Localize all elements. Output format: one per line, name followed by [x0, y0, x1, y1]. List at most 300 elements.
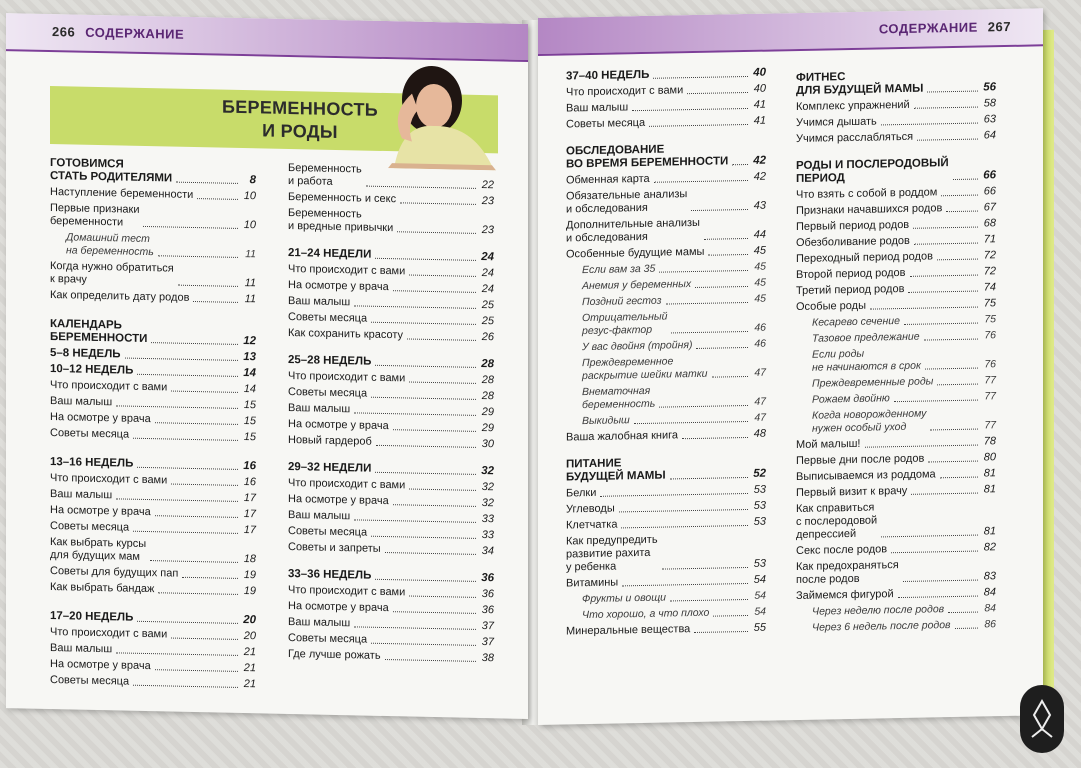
dot-leader [881, 535, 978, 538]
dot-leader [176, 182, 238, 184]
dot-leader [937, 259, 978, 261]
toc-entry-title: Как выбрать курсы для будущих мам [50, 535, 147, 563]
dot-leader [953, 179, 978, 180]
dot-leader [732, 164, 748, 165]
dot-leader [937, 384, 978, 386]
toc-entry [50, 565, 256, 582]
toc-entry-title: Ваш малыш [50, 641, 113, 656]
dot-leader [955, 628, 978, 629]
dot-leader [865, 445, 979, 448]
toc-entry-title: 37–40 НЕДЕЛЬ [566, 68, 650, 83]
toc-entry-title: Белки [566, 486, 597, 500]
dot-leader [375, 258, 476, 261]
dot-leader [354, 412, 476, 416]
toc-entry-page: 45 [754, 292, 766, 305]
toc-entry-title: Где лучше рожать [288, 647, 381, 662]
toc-entry [288, 370, 494, 387]
dot-leader [632, 108, 748, 111]
toc-entry-title: Займемся фигурой [796, 588, 894, 603]
toc-entry-page: 10 [243, 190, 256, 203]
toc-entry-title: Как сохранить красоту [288, 326, 404, 342]
toc-entry-title: Учимся расслабляться [796, 130, 914, 146]
toc-entry-page: 80 [983, 451, 996, 464]
toc-entry-title: Ваш малыш [50, 487, 113, 502]
dot-leader [137, 467, 238, 470]
dot-leader [708, 254, 748, 256]
toc-entry [50, 202, 256, 232]
toc-entry [796, 313, 996, 330]
toc-entry-page: 77 [984, 390, 996, 403]
toc-entry [566, 67, 766, 84]
toc-entry-title: Беременность и работа [288, 161, 362, 188]
toc-entry-title: Признаки начавшихся родов [796, 202, 943, 218]
toc-entry-page: 12 [243, 335, 256, 348]
toc-entry [288, 477, 494, 494]
dot-leader [654, 180, 748, 183]
toc-entry-page: 11 [244, 277, 256, 290]
dot-leader [712, 376, 749, 378]
toc-entry-title: Как предохраняться после родов [796, 559, 899, 587]
toc-entry-page: 42 [753, 170, 766, 183]
toc-entry-title: Преждевременные роды [812, 375, 934, 390]
toc-entry-title: Что происходит с вами [566, 84, 684, 99]
toc-entry-page: 36 [481, 588, 494, 601]
dot-leader [927, 91, 978, 93]
toc-entry [796, 435, 996, 452]
toc-entry [50, 456, 256, 473]
toc-entry-page: 47 [754, 395, 766, 408]
toc-entry [566, 354, 766, 384]
toc-entry-page: 77 [984, 419, 996, 432]
toc-entry [566, 171, 766, 188]
toc-entry [796, 557, 996, 587]
dot-leader [940, 477, 978, 479]
toc-entry-title: Что происходит с вами [288, 262, 406, 278]
toc-entry-title: Второй период родов [796, 266, 906, 282]
toc-entry [566, 500, 766, 517]
toc-entry [288, 386, 494, 403]
dot-leader [904, 323, 978, 325]
toc-entry-page: 68 [983, 217, 996, 230]
toc-entry-page: 74 [983, 281, 996, 294]
toc-entry-title: Обезболивание родов [796, 234, 910, 250]
toc-entry-title: Секс после родов [796, 543, 888, 558]
dot-leader [116, 405, 238, 409]
toc-entry-title: Беременность и секс [288, 190, 397, 206]
toc-entry [288, 461, 494, 478]
toc-entry-page: 33 [481, 529, 494, 542]
toc-entry-title: ГОТОВИМСЯ СТАТЬ РОДИТЕЛЯМИ [50, 156, 173, 185]
toc-entry-title: Если вам за 35 [582, 262, 656, 277]
toc-entry [50, 157, 256, 187]
dot-leader [354, 519, 476, 523]
toc-entry-page: 86 [984, 618, 996, 631]
dot-leader [178, 285, 238, 287]
toc-entry-page: 20 [243, 614, 256, 627]
toc-entry [288, 541, 494, 558]
toc-entry-title: 13–16 НЕДЕЛЬ [50, 455, 134, 470]
dot-leader [407, 338, 476, 340]
toc-entry-title: Ваш малыш [288, 508, 351, 523]
toc-entry-title: Фрукты и овощи [582, 591, 667, 606]
dot-leader [928, 461, 978, 463]
dot-leader [930, 429, 978, 431]
toc-entry-title: Клетчатка [566, 518, 618, 532]
toc-entry-page: 40 [753, 82, 766, 95]
toc-entry [796, 499, 996, 542]
dot-leader [619, 509, 748, 512]
toc-entry [288, 434, 494, 451]
toc-entry [796, 217, 996, 234]
dot-leader [649, 124, 748, 127]
dot-leader [894, 400, 978, 403]
dot-leader [393, 611, 476, 614]
dot-leader [670, 477, 748, 480]
toc-entry [50, 411, 256, 428]
toc-entry-page: 48 [753, 427, 766, 440]
right-toc-column-2 [796, 65, 996, 635]
toc-entry [796, 281, 996, 298]
dot-leader [397, 231, 476, 234]
toc-entry-page: 14 [243, 383, 256, 396]
dot-leader [659, 405, 748, 408]
toc-entry-title: Первый период родов [796, 218, 910, 234]
toc-entry [796, 602, 996, 619]
toc-entry-title: Ваша жалобная книга [566, 429, 679, 444]
toc-entry [796, 329, 996, 346]
toc-entry [566, 428, 766, 445]
toc-entry-title: Если роды не начинаются в срок [812, 347, 921, 374]
toc-entry [566, 484, 766, 501]
toc-entry-title: Как выбрать бандаж [50, 580, 155, 596]
toc-entry-page: 55 [753, 621, 766, 634]
toc-entry [796, 97, 996, 114]
toc-entry-title: Дополнительные анализы и обследования [566, 216, 700, 245]
dot-leader [870, 307, 978, 310]
dot-leader [913, 227, 978, 229]
dot-leader [371, 397, 476, 400]
toc-entry [288, 311, 494, 328]
toc-entry-page: 53 [753, 557, 766, 570]
toc-entry [288, 648, 494, 665]
toc-entry-title: Ваш малыш [566, 101, 629, 115]
toc-entry-page: 84 [983, 586, 996, 599]
toc-entry [796, 68, 996, 98]
toc-entry-title: Тазовое предлежание [812, 330, 920, 345]
toc-entry-page: 32 [481, 465, 494, 478]
dot-leader [713, 615, 748, 617]
toc-entry [50, 186, 256, 203]
toc-entry-page: 28 [481, 358, 494, 371]
dot-leader [908, 291, 978, 293]
toc-entry-title: Ваш малыш [50, 394, 113, 409]
dot-leader [137, 374, 238, 377]
dot-leader [694, 631, 748, 633]
toc-entry-page: 15 [243, 431, 256, 444]
toc-entry [288, 418, 494, 435]
dot-leader [137, 621, 238, 624]
toc-entry-page: 18 [243, 553, 256, 566]
toc-entry-title: Советы для будущих пап [50, 564, 179, 580]
toc-entry-page: 24 [481, 251, 494, 264]
toc-entry [288, 162, 494, 192]
toc-entry [566, 277, 766, 294]
toc-entry [796, 201, 996, 218]
toc-entry [566, 590, 766, 607]
toc-entry-page: 17 [243, 492, 256, 505]
toc-entry-page: 15 [243, 415, 256, 428]
toc-entry [288, 295, 494, 312]
dot-leader [354, 626, 476, 630]
toc-entry-title: Преждевременное раскрытие шейки матки [582, 355, 708, 383]
toc-entry-title: Кесарево сечение [812, 315, 900, 329]
toc-entry-title: РОДЫ И ПОСЛЕРОДОВЫЙ ПЕРИОД [796, 157, 949, 186]
dot-leader [133, 531, 238, 534]
toc-entry-title: 17–20 НЕДЕЛЬ [50, 609, 134, 624]
toc-entry [288, 279, 494, 296]
left-page [6, 13, 528, 719]
toc-entry-page: 8 [249, 174, 256, 187]
toc-entry-title: Что происходит с вами [288, 369, 406, 385]
toc-entry-title: 33–36 НЕДЕЛЬ [288, 567, 372, 582]
toc-entry [566, 83, 766, 100]
watermark-logo-icon [1020, 685, 1064, 753]
toc-entry-title: На осмотре у врача [288, 278, 389, 294]
toc-entry [50, 260, 256, 290]
dot-leader [600, 493, 748, 497]
toc-entry-page: 81 [983, 467, 996, 480]
dot-leader [375, 579, 476, 582]
toc-entry [50, 581, 256, 598]
dot-leader [375, 472, 476, 475]
dot-leader [409, 596, 476, 598]
toc-entry-page: 84 [984, 602, 996, 615]
dot-leader [695, 286, 748, 288]
toc-entry-title: Что происходит с вами [288, 476, 406, 492]
toc-entry [288, 600, 494, 617]
toc-entry-page: 32 [481, 497, 494, 510]
toc-entry-page: 72 [983, 249, 996, 262]
toc-entry [288, 327, 494, 344]
dot-leader [910, 275, 978, 277]
dot-leader [125, 358, 238, 361]
toc-entry-page: 21 [243, 678, 256, 691]
toc-entry-title: Что взять с собой в роддом [796, 186, 938, 202]
toc-entry-title: На осмотре у врача [50, 503, 151, 519]
toc-entry-title: Советы и запреты [288, 540, 381, 555]
toc-entry-title: Рожаем двойню [812, 392, 890, 406]
toc-entry [288, 191, 494, 208]
dot-leader [946, 211, 978, 213]
toc-entry-page: 21 [243, 646, 256, 659]
dot-leader [385, 659, 476, 662]
toc-entry-page: 33 [481, 513, 494, 526]
toc-entry-title: ПИТАНИЕ БУДУЩЕЙ МАМЫ [566, 457, 666, 484]
toc-entry-page: 46 [754, 321, 766, 334]
toc-entry-page: 19 [243, 585, 256, 598]
dot-leader [409, 275, 476, 277]
toc-entry-page: 22 [481, 179, 494, 192]
left-toc-column-2 [288, 159, 494, 665]
toc-entry [288, 247, 494, 264]
toc-entry [50, 626, 256, 643]
toc-entry-page: 81 [983, 483, 996, 496]
toc-entry [566, 606, 766, 623]
toc-entry-page: 13 [243, 351, 256, 364]
toc-entry-title: Как справиться с послеродовой депрессией [796, 501, 878, 542]
toc-entry-page: 52 [753, 467, 766, 480]
toc-entry-page: 40 [753, 66, 766, 79]
toc-entry [566, 532, 766, 575]
toc-entry-page: 41 [753, 114, 766, 127]
toc-entry-page: 64 [983, 129, 996, 142]
dot-leader [393, 429, 476, 432]
dot-leader [409, 489, 476, 491]
toc-entry-title: Советы месяца [50, 673, 130, 688]
toc-entry [796, 185, 996, 202]
toc-entry [50, 289, 256, 306]
dot-leader [687, 92, 748, 94]
dot-leader [171, 391, 238, 393]
toc-entry-page: 81 [983, 525, 996, 538]
toc-entry [796, 586, 996, 603]
toc-entry-page: 23 [481, 195, 494, 208]
toc-entry-page: 45 [754, 260, 766, 273]
dot-leader [143, 226, 238, 229]
dot-leader [696, 347, 748, 349]
toc-entry-page: 24 [481, 267, 494, 280]
left-toc-column-1 [50, 154, 256, 691]
toc-entry [288, 354, 494, 371]
toc-entry [566, 187, 766, 217]
toc-entry [796, 406, 996, 436]
toc-entry [796, 265, 996, 282]
dot-leader [941, 195, 978, 197]
toc-entry-page: 26 [481, 331, 494, 344]
toc-entry-title: Поздний гестоз [582, 294, 662, 309]
dot-leader [150, 560, 238, 563]
toc-entry-page: 24 [481, 283, 494, 296]
toc-entry-page: 19 [243, 569, 256, 582]
toc-entry-page: 58 [983, 97, 996, 110]
dot-leader [371, 643, 476, 646]
dot-leader [354, 305, 476, 309]
toc-entry-page: 20 [243, 630, 256, 643]
dot-leader [634, 421, 748, 424]
toc-entry-page: 78 [983, 435, 996, 448]
toc-entry-page: 37 [481, 636, 494, 649]
toc-entry [50, 610, 256, 627]
toc-entry-title: Третий период родов [796, 282, 905, 298]
toc-entry-page: 76 [984, 329, 996, 342]
right-toc-column-1 [566, 64, 766, 639]
dot-leader [659, 270, 748, 273]
toc-entry-page: 38 [481, 652, 494, 665]
toc-entry-title: На осмотре у врача [50, 410, 151, 426]
toc-entry-title: Первые дни после родов [796, 452, 925, 468]
dot-leader [911, 493, 978, 495]
toc-entry-page: 66 [983, 169, 996, 182]
dot-leader [621, 525, 748, 528]
toc-entry-title: Беременность и вредные привычки [288, 206, 394, 235]
toc-entry [796, 345, 996, 375]
section-title-line2: И РОДЫ [262, 120, 338, 143]
dot-leader [158, 255, 238, 258]
toc-entry-page: 71 [983, 233, 996, 246]
toc-entry [50, 347, 256, 364]
toc-entry [566, 383, 766, 413]
toc-entry-title: Через неделю после родов [812, 603, 945, 618]
toc-entry-title: Особенные будущие мамы [566, 245, 705, 261]
toc-entry-title: Углеводы [566, 502, 615, 516]
toc-entry-page: 77 [984, 374, 996, 387]
toc-entry [796, 451, 996, 468]
dot-leader [666, 302, 748, 305]
toc-entry [566, 412, 766, 429]
dot-leader [193, 301, 238, 303]
toc-entry [796, 113, 996, 130]
toc-entry [566, 293, 766, 310]
toc-entry-title: У вас двойня (тройня) [582, 339, 693, 354]
toc-entry [796, 156, 996, 186]
dot-leader [898, 596, 978, 599]
toc-entry [50, 658, 256, 675]
toc-entry-page: 83 [983, 570, 996, 583]
toc-entry-page: 56 [983, 81, 996, 94]
woman-portrait-photo [382, 63, 502, 171]
toc-entry-title: На осмотре у врача [50, 657, 151, 673]
toc-entry [566, 516, 766, 533]
toc-entry-title: Комплекс упражнений [796, 98, 910, 114]
right-page-number: 267 [987, 18, 1011, 35]
toc-entry-page: 72 [983, 265, 996, 278]
toc-entry-title: Советы месяца [288, 631, 368, 646]
toc-entry [50, 231, 256, 261]
toc-entry [50, 674, 256, 691]
toc-entry-title: Что происходит с вами [50, 378, 168, 394]
toc-entry [288, 616, 494, 633]
dot-leader [371, 322, 476, 325]
toc-entry-title: На осмотре у врача [288, 599, 389, 615]
toc-entry [566, 309, 766, 339]
toc-entry-title: Когда новорожденному нужен особый уход [812, 407, 927, 435]
toc-entry [288, 493, 494, 510]
toc-entry-title: Мой малыш! [796, 437, 861, 452]
right-page [538, 8, 1043, 725]
toc-entry-title: Выписываемся из роддома [796, 468, 936, 484]
toc-entry-page: 44 [753, 228, 766, 241]
toc-entry-page: 43 [753, 199, 766, 212]
toc-entry [566, 622, 766, 639]
toc-entry [288, 263, 494, 280]
toc-entry [50, 379, 256, 396]
dot-leader [691, 209, 748, 211]
toc-entry-title: 25–28 НЕДЕЛЬ [288, 353, 372, 368]
toc-entry-page: 45 [754, 276, 766, 289]
toc-entry-page: 17 [243, 508, 256, 521]
toc-entry [796, 233, 996, 250]
toc-entry-title: Советы месяца [288, 385, 368, 400]
dot-leader [891, 551, 978, 554]
toc-entry-title: Витамины [566, 576, 619, 590]
toc-entry-page: 32 [481, 481, 494, 494]
dot-leader [155, 515, 238, 518]
toc-entry [288, 402, 494, 419]
toc-entry [566, 99, 766, 116]
dot-leader [155, 422, 238, 425]
toc-entry-title: Минеральные вещества [566, 623, 691, 638]
toc-entry [50, 395, 256, 412]
